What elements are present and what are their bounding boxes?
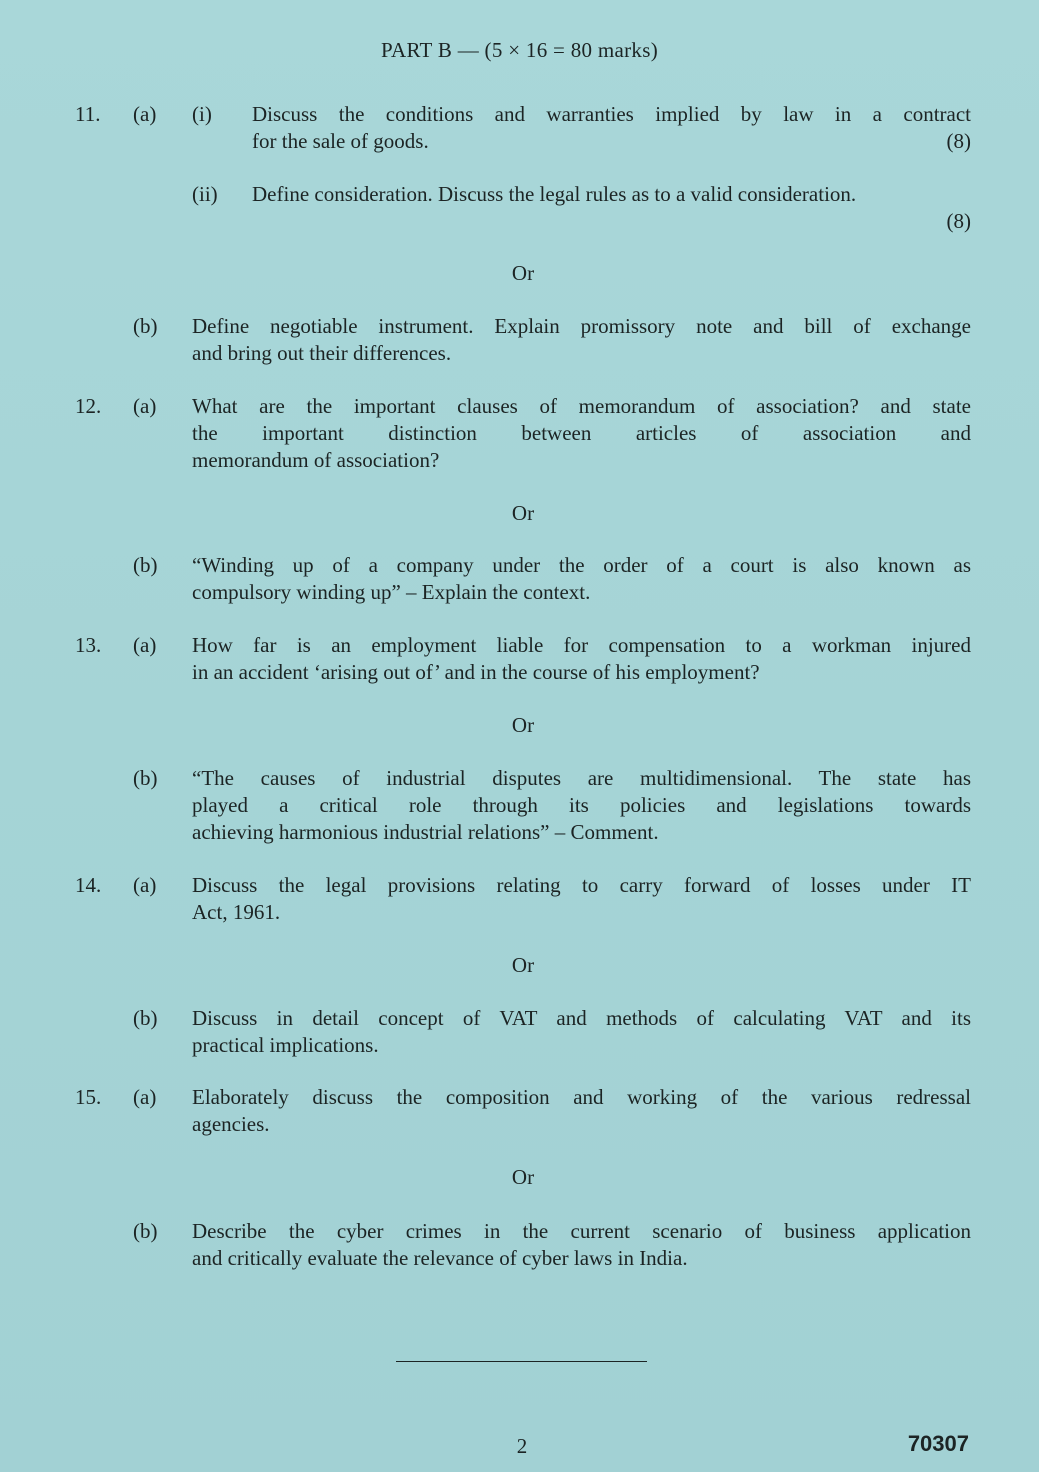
or-divider: Or	[511, 1165, 535, 1189]
paper-code: 70307	[907, 1431, 969, 1456]
subpart-label: (ii)	[192, 182, 218, 206]
question-12a-text: What are the important clauses of memorandum of association? and state the important distinction between articles of association and memorandum of association?	[192, 394, 971, 472]
page-number: 2	[516, 1434, 528, 1458]
question-12b-text: “Winding up of a company under the order of a court is also known as compulsory winding up” – Explain the context.	[192, 553, 971, 604]
part-label: (a)	[133, 873, 157, 897]
end-rule	[396, 1361, 647, 1362]
question-11a-i-text: Discuss the conditions and warranties implied by law in a contract for the sale of goods.	[252, 102, 971, 153]
marks-label: (8)	[946, 129, 971, 153]
question-15a-text: Elaborately discuss the composition and working of the various redressal agencies.	[192, 1085, 971, 1136]
part-label: (b)	[133, 314, 158, 338]
question-number: 15.	[75, 1085, 102, 1109]
question-13a-text: How far is an employment liable for compensation to a workman injured in an accident ‘arising out of’ and in the course of his employment?	[192, 633, 971, 684]
or-divider: Or	[511, 501, 535, 525]
marks-label: (8)	[946, 209, 971, 233]
part-label: (a)	[133, 102, 157, 126]
part-header: PART B — (5 × 16 = 80 marks)	[380, 38, 658, 62]
question-14b-text: Discuss in detail concept of VAT and methods of calculating VAT and its practical implications.	[192, 1006, 971, 1057]
question-11b-text: Define negotiable instrument. Explain promissory note and bill of exchange and bring out their differences.	[192, 314, 971, 365]
question-15b-text: Describe the cyber crimes in the current scenario of business application and critically evaluate the relevance of cyber laws in India.	[192, 1219, 971, 1270]
question-11a-ii-text: Define consideration. Discuss the legal rules as to a valid consideration.	[252, 182, 857, 206]
question-number: 13.	[75, 633, 102, 657]
question-14a-text: Discuss the legal provisions relating to carry forward of losses under IT Act, 1961.	[192, 873, 971, 924]
question-number: 11.	[75, 102, 101, 126]
question-number: 14.	[75, 873, 102, 897]
part-label: (b)	[133, 1006, 158, 1030]
part-label: (b)	[133, 1219, 158, 1243]
question-13b-text: “The causes of industrial disputes are multidimensional. The state has played a critical role through its policies and legislations towards achieving harmonious industrial relations” – Comment.	[192, 766, 971, 844]
part-label: (b)	[133, 553, 158, 577]
part-label: (b)	[133, 766, 158, 790]
part-label: (a)	[133, 394, 157, 418]
part-label: (a)	[133, 1085, 157, 1109]
question-number: 12.	[75, 394, 102, 418]
or-divider: Or	[511, 953, 535, 977]
or-divider: Or	[511, 713, 535, 737]
subpart-label: (i)	[192, 102, 212, 126]
part-label: (a)	[133, 633, 157, 657]
or-divider: Or	[511, 261, 535, 285]
